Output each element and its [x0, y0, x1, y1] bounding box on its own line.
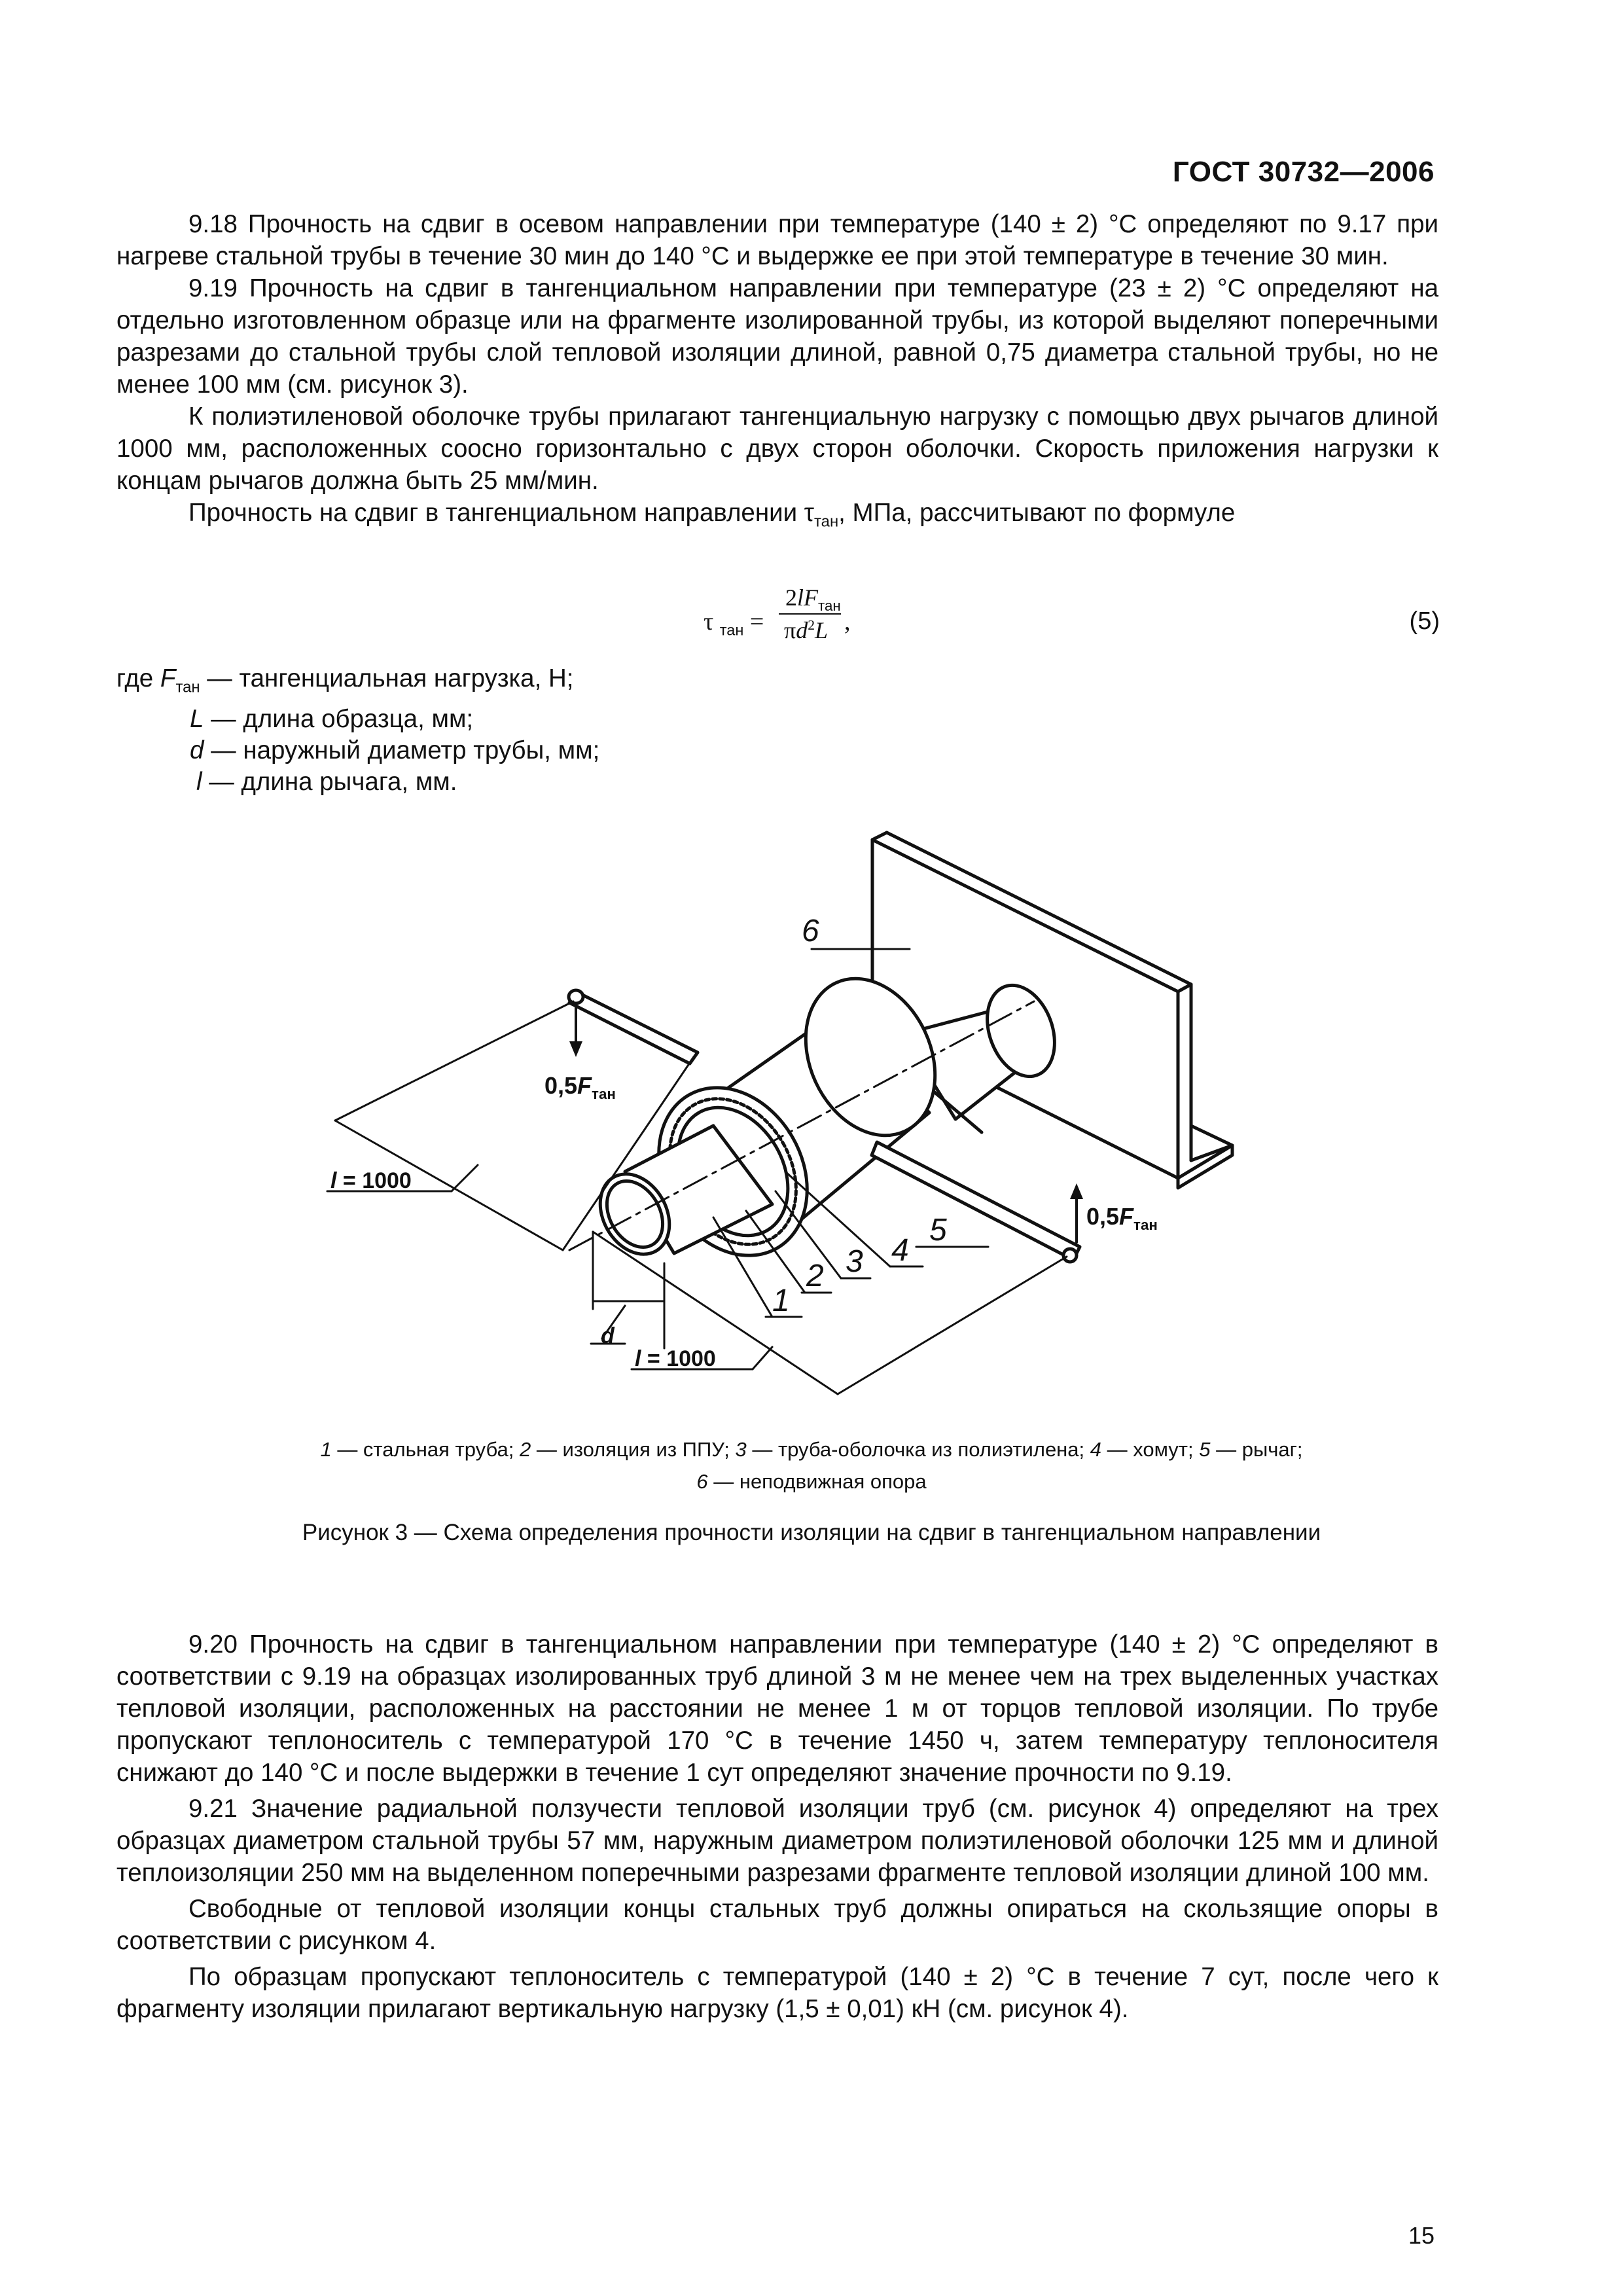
upper-lever: [569, 990, 698, 1064]
where-row-d: d — наружный диаметр трубы, мм;: [190, 736, 600, 764]
callout-6: 6: [802, 914, 819, 948]
callout-2: 2: [806, 1259, 824, 1293]
paragraph-9-19-formula-intro: Прочность на сдвиг в тангенциальном направлении $\tau_{тан}$, МПа, рассчитывают по формуле: [188, 499, 1236, 531]
paragraph-9-21: 9.21 Значение радиальной ползучести тепловой изоляции труб (см. рисунок 4) определяют на трех образцах диаметром стальной трубы 57 мм, наружным диаметром полиэтиленовой оболочки 125 мм и длиной теплоизоляции 250 мм на выделенном поперечными разрезами фрагменте тепловой изоляции длиной 100 мм.: [116, 1795, 1438, 1887]
callout-1: 1: [772, 1283, 790, 1318]
figure-legend: [0, 1433, 1623, 1498]
where-row-F: где $F_{тан}$ — тангенциальная нагрузка, Н;: [116, 664, 574, 696]
dimension-label-left: l = 1000: [330, 1168, 412, 1193]
formula-comma: ,: [844, 608, 851, 636]
paragraph-9-21-load: По образцам пропускают теплоноситель с температурой (140 ± 2) °С в течение 7 сут, после чего к фрагменту изоляции прилагают вертикальную нагрузку (1,5 ± 0,01) кН (см. рисунок 4).: [116, 1963, 1438, 2023]
force-label-right: $0,5F_{тан}$: [1086, 1203, 1158, 1234]
dimension-label-bottom: l = 1000: [635, 1346, 716, 1371]
paragraph-9-19: 9.19 Прочность на сдвиг в тангенциальном направлении при температуре (23 ± 2) °С определяют на отдельно изготовленном образце или на фрагменте изолированной трубы, из которой выделяют поперечными разрезами до стальной трубы слой тепловой изоляции длиной, равной 0,75 диаметра стальной трубы, но не менее 100 мм (см. рисунок 3).: [116, 274, 1438, 399]
formula-denominator: $\pi d^2L$: [784, 617, 829, 643]
callout-3: 3: [846, 1244, 863, 1279]
dimension-label-d: d: [601, 1323, 615, 1348]
section-9-20-21: [116, 1628, 1438, 2025]
where-row-L: L — длина образца, мм;: [190, 704, 474, 733]
page-number: 15: [1408, 2222, 1435, 2249]
paragraph-9-19-load: К полиэтиленовой оболочке трубы прилагают тангенциальную нагрузку с помощью двух рычагов длиной 1000 мм, расположенных соосно горизонтально с двух сторон оболочки. Скорость приложения нагрузки к концам рычагов должна быть 25 мм/мин.: [116, 403, 1438, 495]
callout-5: 5: [929, 1213, 947, 1247]
force-arrow-top: [569, 1005, 582, 1057]
paragraph-9-20: 9.20 Прочность на сдвиг в тангенциальном направлении при температуре (140 ± 2) °С определяют в соответствии с 9.19 на образцах изолированных труб длиной 3 м не менее чем на трех выделенных участках тепловой изоляции, расположенных на расстоянии не менее 1 м от торцов тепловой изоляции. По трубе пропускают теплоноситель с температурой 170 °С в течение 1450 ч, затем температуру теплоносителя снижают до 140 °С и после выдержки в течение 1 сут определяют значение прочности по 9.19.: [116, 1630, 1438, 1787]
paragraph-9-18: 9.18 Прочность на сдвиг в осевом направлении при температуре (140 ± 2) °С определяют по 9.17 при нагреве стальной трубы в течение 30 мин до 140 °С и выдержке ее при этой температуре в течение 30 мин.: [116, 210, 1438, 270]
callout-4: 4: [891, 1233, 909, 1268]
formula-lhs: τ $_{тан}$ =: [704, 608, 764, 639]
legend-line-1: 1 — стальная труба; 2 — изоляция из ППУ; 3 — труба-оболочка из полиэтилена; 4 — хомут; 5 — рычаг;: [320, 1438, 1303, 1461]
document-header: ГОСТ 30732—2006: [1172, 156, 1435, 188]
formula-number: (5): [1409, 607, 1440, 635]
legend-line-2: 6 — неподвижная опора: [696, 1470, 927, 1493]
formula-numerator: $2lF_{тан}$: [785, 584, 841, 615]
fixed-support: [872, 833, 1232, 1188]
figure-caption: Рисунок 3 — Схема определения прочности изоляции на сдвиг в тангенциальном направлении: [302, 1520, 1321, 1545]
where-row-l: l — длина рычага, мм.: [196, 767, 457, 796]
paragraph-9-21-supports: Свободные от тепловой изоляции концы стальных труб должны опираться на скользящие опоры в соответствии с рисунком 4.: [116, 1895, 1438, 1955]
force-label-top: $0,5F_{тан}$: [544, 1072, 616, 1103]
